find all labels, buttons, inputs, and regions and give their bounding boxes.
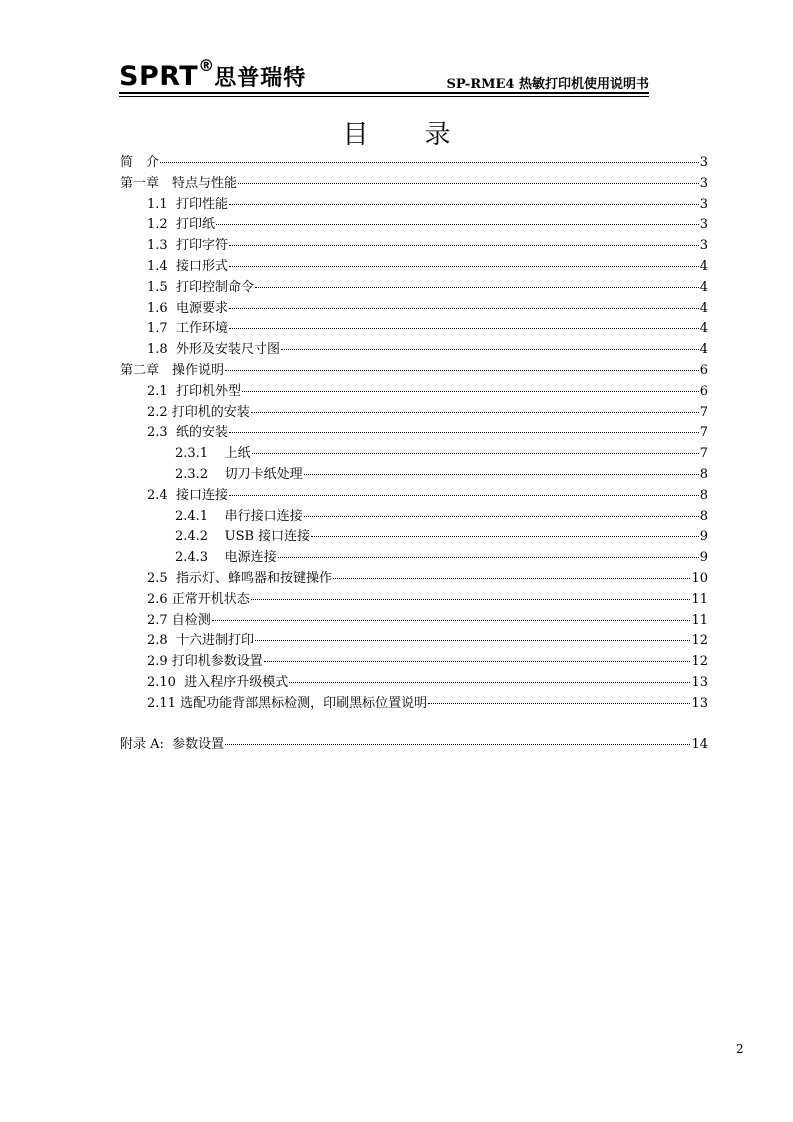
toc-entry[interactable]	[120, 590, 708, 611]
toc-entry-label: 2.11 选配功能背部黑标检测，印刷黑标位置说明	[147, 695, 428, 711]
page-number: 2	[736, 1042, 744, 1056]
toc-entry-page: 13	[691, 695, 708, 711]
toc-entry-label: 1.2 打印纸	[147, 217, 215, 233]
page-header	[119, 56, 649, 96]
toc-entry-label: 2.4.2 USB 接口连接	[175, 529, 311, 545]
toc-entry[interactable]	[120, 611, 708, 632]
toc-entry[interactable]	[120, 735, 708, 756]
toc-entry-label: 2.7 自检测	[147, 612, 211, 628]
toc-entry[interactable]	[120, 340, 708, 361]
toc-dot-leader	[264, 661, 691, 662]
toc-entry-page: 14	[691, 737, 708, 753]
toc-entry[interactable]	[120, 236, 708, 257]
toc-entry-page: 13	[691, 674, 708, 690]
toc-entry-label: 1.1 打印性能	[147, 196, 228, 212]
toc-entry[interactable]	[120, 527, 708, 548]
toc-dot-leader	[255, 640, 691, 641]
toc-entry-page: 7	[699, 446, 708, 462]
toc-dot-leader	[229, 308, 699, 309]
toc-dot-leader	[333, 578, 691, 579]
toc-dot-leader	[251, 412, 699, 413]
toc-entry-label: 1.8 外形及安装尺寸图	[147, 342, 280, 358]
toc-entry-label: 第二章 操作说明	[120, 362, 225, 378]
toc-dot-leader	[289, 682, 690, 683]
toc-entry[interactable]	[120, 299, 708, 320]
brand-logo	[119, 56, 306, 92]
toc-dot-leader	[229, 328, 699, 329]
toc-dot-leader	[242, 391, 699, 392]
toc-entry-page: 12	[691, 654, 708, 670]
toc-dot-leader	[229, 495, 699, 496]
toc-entry-page: 8	[699, 487, 708, 503]
toc-entry-page: 7	[699, 425, 708, 441]
toc-entry[interactable]	[120, 631, 708, 652]
toc-entry-label: 2.1 打印机外型	[147, 383, 241, 399]
toc-entry-page: 8	[699, 508, 708, 524]
toc-dot-leader	[160, 162, 699, 163]
toc-entry[interactable]	[120, 673, 708, 694]
toc-entry-page: 4	[699, 258, 708, 274]
toc-entry-page: 9	[699, 550, 708, 566]
toc-entry-label: 1.3 打印字符	[147, 238, 228, 254]
toc-entry[interactable]	[120, 403, 708, 424]
toc-entry-page: 6	[699, 383, 708, 399]
toc-entry[interactable]	[120, 507, 708, 528]
toc-entry[interactable]	[120, 382, 708, 403]
toc-entry-label: 2.4 接口连接	[147, 487, 228, 503]
toc-dot-leader	[252, 453, 699, 454]
toc-entry-label: 2.3 纸的安装	[147, 425, 228, 441]
toc-entry-label: 2.8 十六进制打印	[147, 633, 254, 649]
toc-entry[interactable]	[120, 361, 708, 382]
toc-entry[interactable]	[120, 278, 708, 299]
table-of-contents	[120, 153, 708, 756]
toc-dot-leader	[229, 266, 699, 267]
header-rule-thin	[119, 96, 649, 97]
toc-title: 目录	[342, 120, 507, 150]
toc-entry-label: 1.4 接口形式	[147, 258, 228, 274]
toc-dot-leader	[251, 599, 691, 600]
toc-entry[interactable]	[120, 195, 708, 216]
toc-entry-page: 12	[691, 633, 708, 649]
toc-entry[interactable]	[120, 153, 708, 174]
toc-entry-label: 2.9 打印机参数设置	[147, 654, 263, 670]
toc-dot-leader	[278, 557, 699, 558]
header-rule-thick	[119, 92, 649, 94]
toc-entry[interactable]	[120, 174, 708, 195]
brand-name-cn: 思普瑞特	[214, 66, 307, 91]
toc-entry-label: 2.4.1 串行接口连接	[175, 508, 303, 524]
toc-dot-leader	[428, 703, 690, 704]
toc-dot-leader	[311, 536, 699, 537]
toc-entry[interactable]	[120, 444, 708, 465]
toc-entry-label: 2.5 指示灯、蜂鸣器和按键操作	[147, 570, 332, 586]
toc-entry[interactable]	[120, 569, 708, 590]
toc-entry-page: 10	[691, 570, 708, 586]
toc-entry-label: 2.3.1 上纸	[175, 446, 251, 462]
toc-entry[interactable]	[120, 465, 708, 486]
toc-entry-page: 3	[699, 238, 708, 254]
document-title: SP-RME4 热敏打印机使用说明书	[446, 77, 649, 92]
toc-entry[interactable]	[120, 423, 708, 444]
toc-entry-label: 1.7 工作环境	[147, 321, 228, 337]
toc-entry-page: 4	[699, 342, 708, 358]
toc-dot-leader	[229, 245, 699, 246]
toc-dot-leader	[225, 370, 699, 371]
toc-entry-label: 1.6 电源要求	[147, 300, 228, 316]
toc-dot-leader	[229, 204, 699, 205]
toc-entry-page: 4	[699, 321, 708, 337]
toc-entry[interactable]	[120, 548, 708, 569]
toc-entry-label: 2.10 进入程序升级模式	[147, 674, 289, 690]
toc-entry-page: 3	[699, 196, 708, 212]
brand-name-en: SPRT	[119, 61, 199, 92]
toc-entry[interactable]	[120, 257, 708, 278]
toc-entry[interactable]	[120, 215, 708, 236]
toc-dot-leader	[216, 224, 699, 225]
toc-entry-page: 3	[699, 175, 708, 191]
toc-entry[interactable]	[120, 486, 708, 507]
toc-entry[interactable]	[120, 319, 708, 340]
toc-entry-label: 1.5 打印控制命令	[147, 279, 254, 295]
toc-dot-leader	[304, 474, 699, 475]
toc-entry-label: 附录 A: 参数设置	[120, 737, 225, 753]
toc-dot-leader	[225, 744, 690, 745]
toc-entry-page: 6	[699, 362, 708, 378]
toc-dot-leader	[255, 287, 699, 288]
toc-dot-leader	[238, 183, 699, 184]
toc-dot-leader	[281, 349, 699, 350]
toc-entry-label: 第一章 特点与性能	[120, 175, 238, 191]
toc-entry-page: 3	[699, 217, 708, 233]
toc-entry-page: 8	[699, 466, 708, 482]
toc-entry-page: 9	[699, 529, 708, 545]
toc-entry-page: 7	[699, 404, 708, 420]
toc-entry-label: 2.2 打印机的安装	[147, 404, 250, 420]
toc-entry-label: 2.6 正常开机状态	[147, 591, 250, 607]
toc-dot-leader	[212, 620, 691, 621]
registered-mark: ®	[198, 56, 215, 75]
toc-entry-page: 3	[699, 155, 708, 170]
toc-entry[interactable]	[120, 694, 708, 715]
toc-dot-leader	[304, 516, 699, 517]
toc-entry[interactable]	[120, 652, 708, 673]
toc-entry-page: 4	[699, 279, 708, 295]
toc-entry-page: 11	[691, 612, 708, 628]
toc-entry-page: 4	[699, 300, 708, 316]
toc-entry-label: 2.4.3 电源连接	[175, 550, 277, 566]
toc-entry-label: 简 介	[120, 155, 160, 170]
toc-dot-leader	[229, 432, 699, 433]
toc-entry-page: 11	[691, 591, 708, 607]
toc-entry-label: 2.3.2 切刀卡纸处理	[175, 466, 303, 482]
